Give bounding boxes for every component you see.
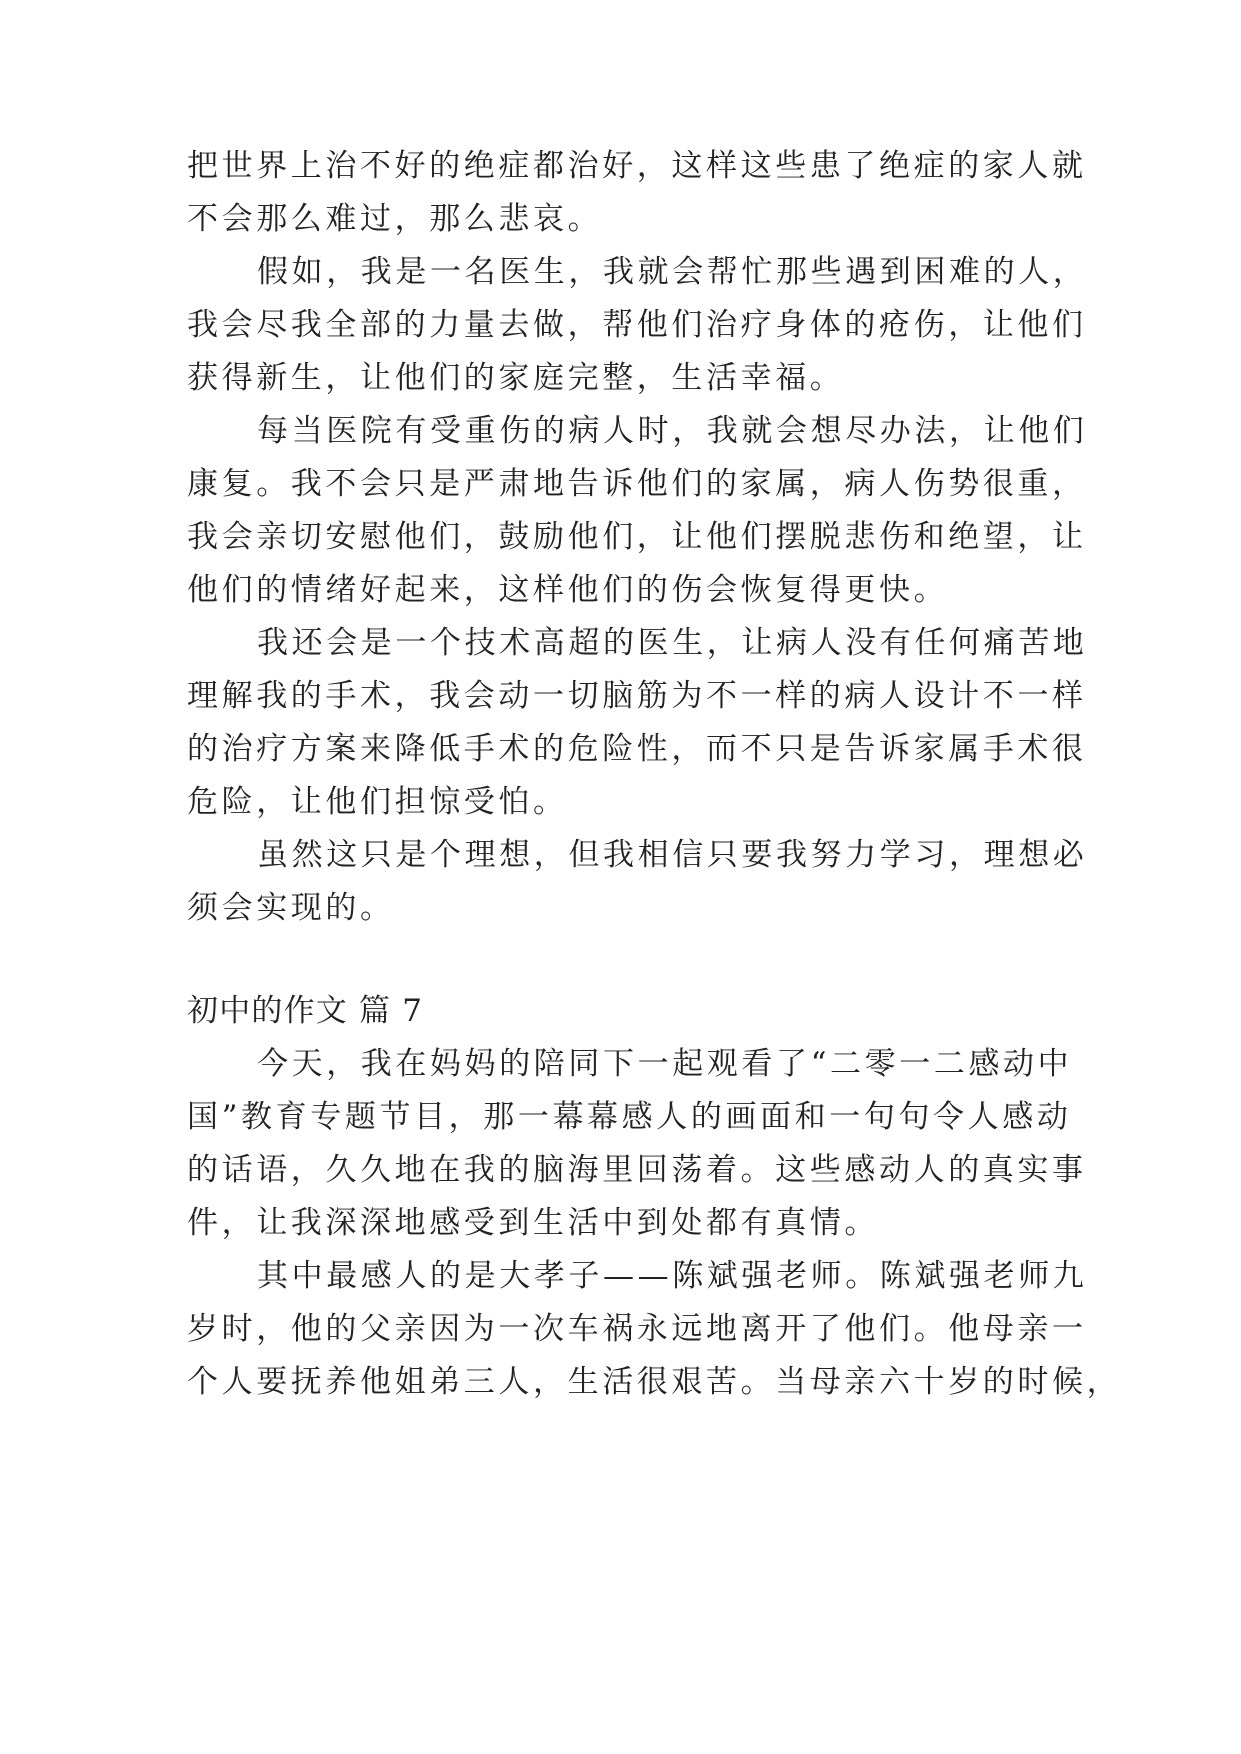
- text-line: 不会那么难过，那么悲哀。: [187, 201, 603, 237]
- text-line: 的话语，久久地在我的脑海里回荡着。这些感动人的真实事: [187, 1152, 1087, 1188]
- text-line: 我还会是一个技术高超的医生，让病人没有任何痛苦地: [257, 625, 1088, 661]
- section-heading: 初中的作文 篇 7: [187, 993, 424, 1029]
- text-line: 岁时，他的父亲因为一次车祸永远地离开了他们。他母亲一: [187, 1311, 1087, 1347]
- text-line: 须会实现的。: [187, 890, 395, 926]
- text-line: 把世界上治不好的绝症都治好，这样这些患了绝症的家人就: [187, 148, 1087, 184]
- text-line: 今天，我在妈妈的陪同下一起观看了“二零一二感动中: [257, 1046, 1073, 1082]
- text-line: 其中最感人的是大孝子——陈斌强老师。陈斌强老师九: [257, 1258, 1088, 1294]
- text-line: 每当医院有受重伤的病人时，我就会想尽办法，让他们: [257, 413, 1088, 449]
- text-line: 康复。我不会只是严肃地告诉他们的家属，病人伤势很重，: [187, 466, 1087, 502]
- text-line: 危险，让他们担惊受怕。: [187, 784, 568, 820]
- text-line: 理解我的手术，我会动一切脑筋为不一样的病人设计不一样: [187, 678, 1087, 714]
- text-line: 获得新生，让他们的家庭完整，生活幸福。: [187, 360, 845, 396]
- text-line: 的治疗方案来降低手术的危险性，而不只是告诉家属手术很: [187, 731, 1087, 767]
- text-line: 件，让我深深地感受到生活中到处都有真情。: [187, 1205, 879, 1241]
- text-line: 我会亲切安慰他们，鼓励他们，让他们摆脱悲伤和绝望，让: [187, 519, 1087, 555]
- text-line: 他们的情绪好起来，这样他们的伤会恢复得更快。: [187, 572, 949, 608]
- text-line: 国”教育专题节目，那一幕幕感人的画面和一句句令人感动: [187, 1099, 1072, 1135]
- text-line: 虽然这只是个理想，但我相信只要我努力学习，理想必: [257, 837, 1088, 873]
- text-line: 假如，我是一名医生，我就会帮忙那些遇到困难的人，: [257, 254, 1088, 290]
- text-line: 我会尽我全部的力量去做，帮他们治疗身体的疮伤，让他们: [187, 307, 1087, 343]
- text-line: 个人要抚养他姐弟三人，生活很艰苦。当母亲六十岁的时候，: [187, 1364, 1122, 1400]
